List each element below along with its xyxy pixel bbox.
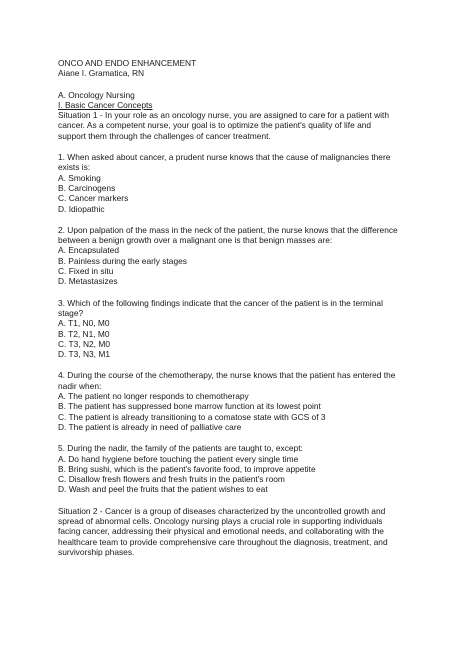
answer-option: C. The patient is already transitioning to a comatose state with GCS of 3 (58, 411, 326, 422)
answer-option: C. Cancer markers (58, 193, 129, 204)
question-stem: 2. Upon palpation of the mass in the neck of the patient, the nurse knows that the difference (58, 224, 398, 235)
question-stem: 5. During the nadir, the family of the patients are taught to, except: (58, 443, 303, 454)
question-stem: nadir when: (58, 380, 102, 391)
answer-option: A. The patient no longer responds to chemotherapy (58, 391, 249, 402)
answer-option: D. Idiopathic (58, 203, 105, 214)
answer-option: C. Fixed in situ (58, 266, 114, 277)
answer-option: A. Encapsulated (58, 245, 119, 256)
situation-2-text: Situation 2 - Cancer is a group of diseases characterized by the uncontrolled growth and spread of abnormal cells. Oncology nursing plays a crucial role in supporting individuals facing cancer, addressing their physical and emotional needs, and collaborating with the healthcare team to provide comprehensive care throughout the diagnosis, treatment, and survivorship phases. (58, 505, 388, 557)
question-stem: 1. When asked about cancer, a prudent nurse knows that the cause of malignancies there (58, 152, 391, 163)
answer-option: D. Metastasizes (58, 276, 118, 287)
answer-option: D. The patient is already in need of palliative care (58, 421, 242, 432)
answer-option: A. Do hand hygiene before touching the patient every single time (58, 453, 299, 464)
question-stem: exists is: (58, 162, 91, 173)
answer-option: B. Painless during the early stages (58, 255, 187, 266)
question-stem: 3. Which of the following findings indicate that the cancer of the patient is in the terminal (58, 297, 383, 308)
answer-option: C. T3, N2, M0 (58, 338, 110, 349)
question-3 (58, 298, 426, 360)
question-stem: 4. During the course of the chemotherapy, the nurse knows that the patient has entered the (58, 370, 396, 381)
situation-1-text: Situation 1 - In your role as an oncology nurse, you are assigned to care for a patient with cancer. As a competent nurse, your goal is to optimize the patient's quality of life and support them through the challenges of cancer treatment. (58, 110, 390, 141)
document-title: ONCO AND ENDO ENHANCEMENT (58, 58, 197, 68)
question-1 (58, 152, 426, 214)
answer-option: A. Smoking (58, 172, 101, 183)
question-stem: between a benign growth over a malignant one is that benign masses are: (58, 235, 333, 246)
answer-option: B. Carcinogens (58, 182, 116, 193)
answer-option: D. Wash and peel the fruits that the patient wishes to eat (58, 484, 268, 495)
question-2 (58, 225, 426, 287)
answer-option: C. Disallow fresh flowers and fresh fruits in the patient's room (58, 474, 285, 485)
answer-option: D. T3, N3, M1 (58, 349, 110, 360)
question-5 (58, 443, 426, 494)
answer-option: B. T2, N1, M0 (58, 328, 110, 339)
answer-option: A. T1, N0, M0 (58, 318, 110, 329)
answer-option: B. Bring sushi, which is the patient's favorite food, to improve appetite (58, 463, 316, 474)
question-stem: stage? (58, 307, 84, 318)
answer-option: B. The patient has suppressed bone marrow function at its lowest point (58, 401, 321, 412)
section-subheading: I. Basic Cancer Concepts (58, 99, 153, 110)
document-author: Aiane I. Gramatica, RN (58, 68, 145, 79)
section-heading: A. Oncology Nursing (58, 89, 135, 100)
question-4 (58, 370, 426, 432)
